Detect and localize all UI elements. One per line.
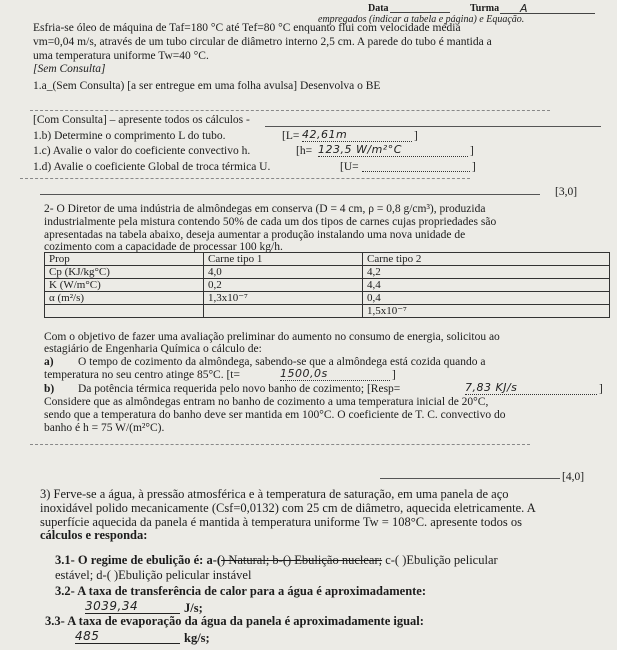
q33-unit: kg/s; — [184, 631, 210, 645]
q1-item-d-answer-line — [362, 171, 470, 172]
q2-item-b-close: ] — [599, 383, 603, 395]
q1-sem-consulta: [Sem Consulta] — [33, 63, 106, 75]
q2-score: [4,0] — [562, 471, 585, 483]
q33-answer[interactable]: 485 — [75, 629, 180, 644]
q31-prefix: 3.1- O regime de ebulição é: a-( — [55, 553, 222, 567]
q3-line3: superfície aquecida da panela é mantida à temperatura uniforme Tw = 108°C. apresente todos os — [40, 515, 522, 529]
q1-item-b-open: [L= — [282, 130, 300, 142]
table-header-prop: Prop — [45, 253, 204, 266]
q31-question — [55, 553, 498, 568]
table-cell — [45, 305, 204, 318]
table-header-carne-1: Carne tipo 1 — [204, 253, 363, 266]
q2-line8: sendo que a temperatura do banho deve ser mantida em 100°C. O coeficiente de T. C. convectivo do — [44, 409, 506, 421]
q1-item-d-label: 1.d) Avalie o coeficiente Global de troca térmica U. — [33, 161, 271, 173]
q2-line2: industrialmente pela mistura contendo 50% de cada um dos tipos de carnes cujas propriedades são — [44, 216, 497, 228]
q2-line4: cozimento com a capacidade de processar 100 kg/h. — [44, 241, 283, 253]
q1-divider-3 — [20, 178, 470, 179]
header-turma-value: A — [520, 2, 529, 15]
q1-item-c-open: [h= — [296, 145, 313, 157]
table-row — [45, 305, 610, 318]
q1-item-c-close: ] — [470, 145, 474, 157]
q1-score: [3,0] — [555, 186, 578, 198]
q3-line1: 3) Ferve-se a água, à pressão atmosférica e à temperatura de saturação, em uma panela de aço — [40, 487, 509, 501]
table-row — [45, 266, 610, 279]
table-cell: 4,2 — [363, 266, 610, 279]
q2-divider-2 — [380, 478, 560, 479]
table-cell: Cp (KJ/kg°C) — [45, 266, 204, 279]
q1-item-d-open: [U= — [340, 161, 359, 173]
q1-com-consulta: [Com Consulta] – apresente todos os cálculos - — [33, 114, 250, 126]
table-cell: 0,4 — [363, 292, 610, 305]
q1-divider-4 — [40, 194, 540, 195]
q2-item-a-close: ] — [392, 369, 396, 381]
q1-item-a: 1.a_(Sem Consulta) [a ser entregue em uma folha avulsa] Desenvolva o BE — [33, 80, 381, 92]
q2-divider-1 — [30, 444, 530, 445]
table-header-carne-2: Carne tipo 2 — [363, 253, 610, 266]
q33-question: 3.3- A taxa de evaporação da água da panela é aproximadamente igual: — [45, 614, 424, 628]
q2-line7: Considere que as almôndegas entram no banho de cozimento a uma temperatura inicial de 20°C, — [44, 396, 489, 408]
q1-item-c-label: 1.c) Avalie o valor do coeficiente convectivo h. — [33, 145, 251, 157]
q2-line3: apresentadas na tabela abaixo, deseja aumentar a produção instalando uma nova unidade de — [44, 229, 466, 241]
q1-item-d-close: ] — [472, 161, 476, 173]
table-row — [45, 253, 610, 266]
table-cell: 4,0 — [204, 266, 363, 279]
q2-line1: 2- O Diretor de uma indústria de almôndegas em conserva (D = 4 cm, ρ = 0,8 g/cm³), produzida — [44, 203, 486, 215]
table-cell — [204, 305, 363, 318]
q3-line4: cálculos e responda: — [40, 528, 148, 542]
q1-line3: uma temperatura uniforme Tw=40 °C. — [33, 50, 209, 62]
properties-table — [44, 252, 610, 318]
q31-option-natural[interactable]: ) Natural; b-( — [221, 553, 287, 567]
q1-line2: vm=0,04 m/s, através de um tubo circular de diâmetro interno 2,5 cm. A parede do tubo é mantida a — [33, 36, 492, 48]
q32-unit: J/s; — [184, 601, 203, 615]
q2-line5: Com o objetivo de fazer uma avaliação preliminar do aumento no consumo de energia, solicitou ao — [44, 331, 500, 343]
q1-divider-1 — [30, 110, 550, 111]
header-data-line — [390, 12, 450, 13]
q1-item-b-close: ] — [414, 130, 418, 142]
q31-option-nuclear[interactable]: ) Ebulição nuclear; — [287, 553, 383, 567]
table-cell: K (W/m°C) — [45, 279, 204, 292]
header-note: empregados (indicar a tabela e página) e Equação. — [318, 14, 525, 25]
table-cell: 0,2 — [204, 279, 363, 292]
q2-item-b-answer: 7,83 KJ/s — [465, 381, 597, 395]
q1-line1: Esfria-se óleo de máquina de Taf=180 °C até Tef=80 °C enquanto flui com velocidade média — [33, 22, 461, 34]
header-data-label: Data — [368, 3, 389, 14]
q2-item-a2: temperatura no seu centro atinge 85°C. [t= — [44, 369, 240, 381]
table-row — [45, 279, 610, 292]
table-cell: 4,4 — [363, 279, 610, 292]
q1-item-c-answer: 123,5 W/m²°C — [318, 143, 468, 157]
q2-item-a-answer: 1500,0s — [280, 367, 390, 381]
q31-option-pelicular-estavel[interactable]: c-( )Ebulição pelicular — [385, 553, 498, 567]
q2-line6: estagiário de Engenharia Química o cálculo de: — [44, 343, 262, 355]
q1-divider-2 — [265, 126, 601, 127]
q2-item-b-marker: b) — [44, 383, 55, 395]
q32-question: 3.2- A taxa de transferência de calor para a água é aproximadamente: — [55, 584, 427, 598]
q31-line2[interactable]: estável; d-( )Ebulição pelicular instável — [55, 568, 252, 582]
q3-line2: inoxidável polido mecanicamente (Csf=0,0132) com 25 cm de diâmetro, aquecida eletricamente. A — [40, 501, 536, 515]
q2-line9: banho é h = 75 W/(m²°C). — [44, 422, 165, 434]
table-cell: α (m²/s) — [45, 292, 204, 305]
q1-item-b-answer: 42,61m — [302, 128, 412, 142]
q2-item-a: O tempo de cozimento da almôndega, sabendo-se que a almôndega está cozida quando a — [78, 356, 486, 368]
q2-item-a-marker: a) — [44, 356, 54, 368]
q2-item-b: Da potência térmica requerida pelo novo banho de cozimento; [Resp= — [78, 383, 401, 395]
table-cell: 1,5x10⁻⁷ — [363, 305, 610, 318]
table-cell: 1,3x10⁻⁷ — [204, 292, 363, 305]
header-turma-label: Turma — [470, 3, 500, 14]
table-row — [45, 292, 610, 305]
q1-item-b-label: 1.b) Determine o comprimento L do tubo. — [33, 130, 226, 142]
q32-answer[interactable]: 3039,34 — [85, 599, 180, 614]
